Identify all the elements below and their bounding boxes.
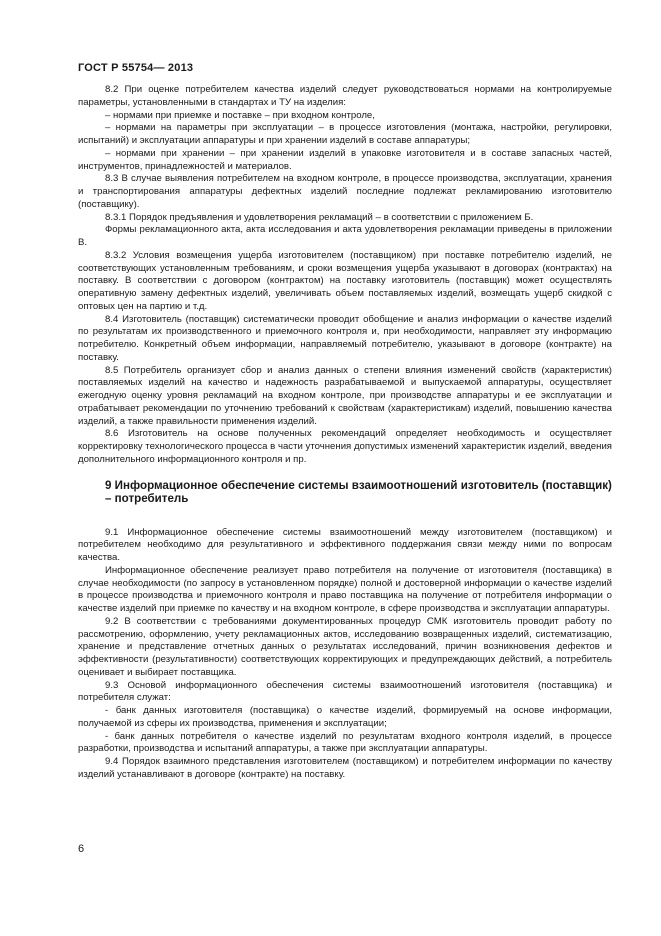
paragraph: 9.2 В соответствии с требованиями документированных процедур СМК изготовитель проводит работу по рассмотрению, оформлению, учету рекламационных актов, исследованию возвращенных изделий, систематизацию, хранение и представление отчетных данных о результатах исследований, причин возникновения дефектов и эффективности (результативности) соответствующих корректирующих и предупреждающих действий, а потребитель оценивает и выбирает поставщика. [78, 615, 612, 678]
paragraph: 8.3 В случае выявления потребителем на входном контроле, в процессе производства, эксплуатации, хранения и транспортирования аппаратуры дефектных изделий последние подлежат рекламированию изготовителю (поставщику). [78, 173, 612, 210]
document-header: ГОСТ Р 55754— 2013 [78, 62, 194, 74]
paragraph: 8.2 При оценке потребителем качества изделий следует руководствоваться нормами на контролируемые параметры, установленными в стандартах и ТУ на изделия: [78, 84, 612, 108]
paragraph: - банк данных потребителя о качестве изделий по результатам входного контроля изделий, в процессе разработки, производства и испытаний аппаратуры, а также при эксплуатации аппаратуры. [78, 730, 612, 755]
paragraph: 9.3 Основой информационного обеспечения системы взаимоотношений изготовителя (поставщика) и потребителя служат: [78, 679, 612, 704]
paragraph: 8.6 Изготовитель на основе полученных рекомендаций определяет необходимость и осуществляет корректировку технологического процесса в части уточнения допустимых изменений характеристик изделий, введения дополнительного информационного контроля и пр. [78, 428, 612, 465]
paragraph: 8.3.2 Условия возмещения ущерба изготовителем (поставщиком) при поставке потребителю изделий, не соответствующих установленным требованиям, и сроки возмещения ущерба указывают в договорах (контрактах) на поставку. В соответствии с договором (контрактом) на поставку изготовитель (поставщик) может осуществлять оперативную замену дефектных изделий, увеличивать объем поставляемых изделий, возмещать ущерб скидкой с оптовых цен на партию и т.д. [78, 249, 612, 312]
section-heading: 9 Информационное обеспечение системы взаимоотношений изготовитель (поставщик) – потребитель [105, 478, 612, 505]
paragraph: 8.5 Потребитель организует сбор и анализ данных о степени влияния изменений свойств (характеристик) поставляемых изделий на качество и надежность разрабатываемой и выпускаемой аппаратуры, осуществляет ежегодную оценку уровня рекламаций на входном контроле, при производстве аппаратуры и ее эксплуатации и отрабатывает рекомендации по уточнению требований к свойствам (характеристикам) изделий, повышению качества изделий, а также правильности применения изделий. [78, 364, 612, 427]
paragraph: – нормами при приемке и поставке – при входном контроле, [105, 109, 375, 121]
paragraph: – нормами на параметры при эксплуатации – в процессе изготовления (монтажа, настройки, регулировки, испытаний) и эксплуатации аппаратуры и при хранении изделий в составе аппаратуры; [78, 122, 612, 146]
paragraph: Информационное обеспечение реализует право потребителя на получение от изготовителя (поставщика) в случае необходимости (по запросу в установленном порядке) полной и достоверной информации о качестве изделий в процессе производства и приемочного контроля и право поставщика на получение от потребителя информации о качестве изделий при приемке по качеству и на входном контроле, в сфере производства и эксплуатации аппаратуры. [78, 564, 612, 614]
paragraph: 9.1 Информационное обеспечение системы взаимоотношений между изготовителем (поставщиком) и потребителем необходимо для результативного и эффективного поддержания связи между ними по вопросам качества. [78, 526, 612, 563]
paragraph: Формы рекламационного акта, акта исследования и акта удовлетворения рекламации приведены в приложении В. [78, 224, 612, 248]
paragraph: – нормами при хранении – при хранении изделий в упаковке изготовителя и в составе запасных частей, инструментов, принадлежностей и материалов. [78, 147, 612, 172]
paragraph: 9.4 Порядок взаимного представления изготовителем (поставщиком) и потребителем информации по качеству изделий устанавливают в договоре (контракте) на поставку. [78, 756, 612, 780]
paragraph: - банк данных изготовителя (поставщика) о качестве изделий, формируемый на основе информации, получаемой из сферы их производства, применения и эксплуатации; [78, 705, 612, 729]
paragraph: 8.3.1 Порядок предъявления и удовлетворения рекламаций – в соответствии с приложением Б. [105, 211, 534, 223]
paragraph: 8.4 Изготовитель (поставщик) систематически проводит обобщение и анализ информации о качестве изделий по результатам их производственного и приемочного контроля и, при необходимости, направляет эту информацию потребителю. Конкретный объем информации, направляемый потребителю, указывают в договоре (контракте) на поставку. [78, 313, 612, 363]
page-number: 6 [78, 843, 85, 855]
document-body [78, 84, 612, 782]
